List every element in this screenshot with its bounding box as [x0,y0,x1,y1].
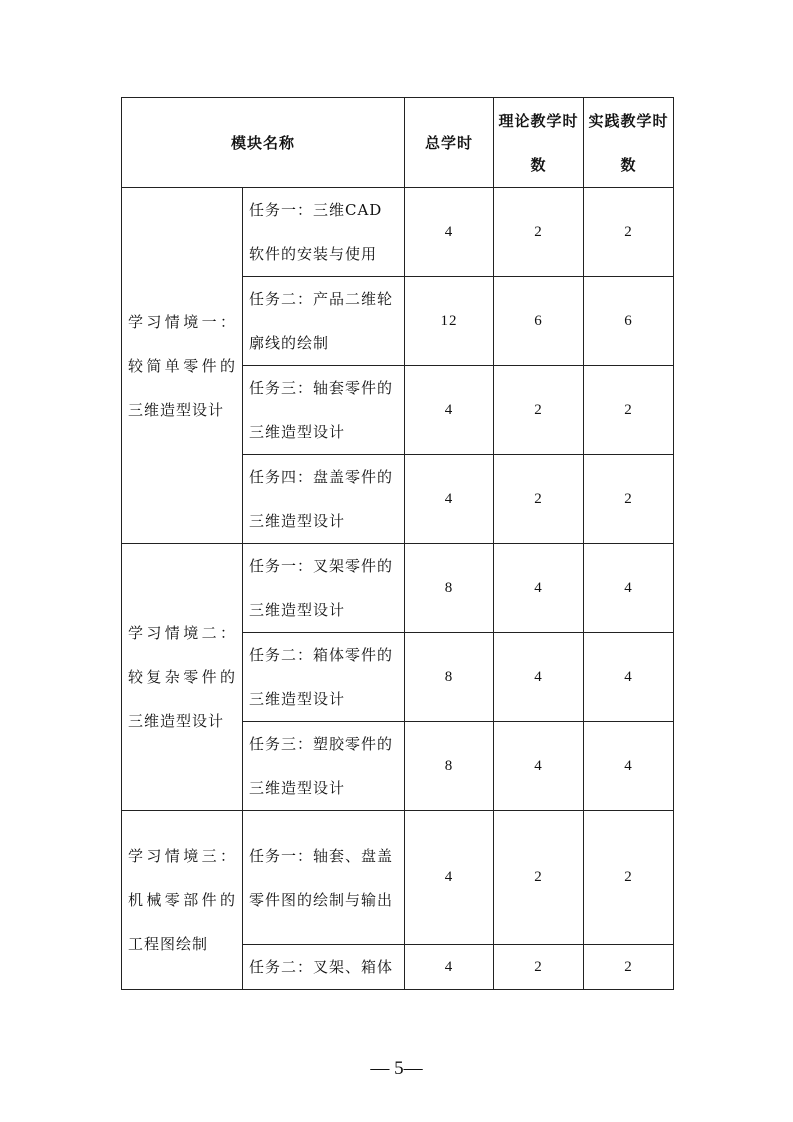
total-hours-cell: 8 [405,544,494,633]
theory-hours-cell: 4 [494,722,584,811]
practice-hours-cell: 2 [584,455,674,544]
total-hours-cell: 4 [405,188,494,277]
total-hours-cell: 12 [405,277,494,366]
practice-hours-cell: 2 [584,188,674,277]
task-cell: 任务一：叉架零件的三维造型设计 [243,544,405,633]
practice-hours-cell: 2 [584,945,674,990]
practice-hours-cell: 6 [584,277,674,366]
total-hours-cell: 4 [405,366,494,455]
practice-hours-cell: 4 [584,633,674,722]
total-hours-cell: 4 [405,811,494,945]
task-cell: 任务三：轴套零件的三维造型设计 [243,366,405,455]
theory-hours-cell: 6 [494,277,584,366]
theory-hours-cell: 2 [494,945,584,990]
practice-hours-cell: 2 [584,811,674,945]
task-cell: 任务二：箱体零件的三维造型设计 [243,633,405,722]
theory-hours-cell: 2 [494,366,584,455]
header-theory-hours: 理论教学时数 [494,98,584,188]
header-module-name: 模块名称 [122,98,405,188]
table-row [122,544,674,633]
theory-hours-cell: 2 [494,188,584,277]
table-row [122,811,674,945]
task-cell: 任务一：轴套、盘盖零件图的绘制与输出 [243,811,405,945]
header-total-hours: 总学时 [405,98,494,188]
task-cell: 任务二：叉架、箱体 [243,945,405,990]
course-hours-table [121,97,674,990]
theory-hours-cell: 4 [494,544,584,633]
task-cell: 任务二：产品二维轮廓线的绘制 [243,277,405,366]
module-cell: 学习情境三：机械零部件的工程图绘制 [122,811,243,990]
total-hours-cell: 4 [405,455,494,544]
page-number: — 5— [370,1058,423,1079]
task-cell: 任务一：三维CAD软件的安装与使用 [243,188,405,277]
module-cell: 学习情境一：较简单零件的三维造型设计 [122,188,243,544]
theory-hours-cell: 4 [494,633,584,722]
table-row [122,188,674,277]
practice-hours-cell: 4 [584,544,674,633]
header-practice-hours: 实践教学时数 [584,98,674,188]
theory-hours-cell: 2 [494,455,584,544]
practice-hours-cell: 4 [584,722,674,811]
total-hours-cell: 8 [405,633,494,722]
task-cell: 任务三：塑胶零件的三维造型设计 [243,722,405,811]
task-cell: 任务四：盘盖零件的三维造型设计 [243,455,405,544]
module-cell: 学习情境二：较复杂零件的三维造型设计 [122,544,243,811]
total-hours-cell: 8 [405,722,494,811]
header-row [122,98,674,188]
total-hours-cell: 4 [405,945,494,990]
practice-hours-cell: 2 [584,366,674,455]
theory-hours-cell: 2 [494,811,584,945]
